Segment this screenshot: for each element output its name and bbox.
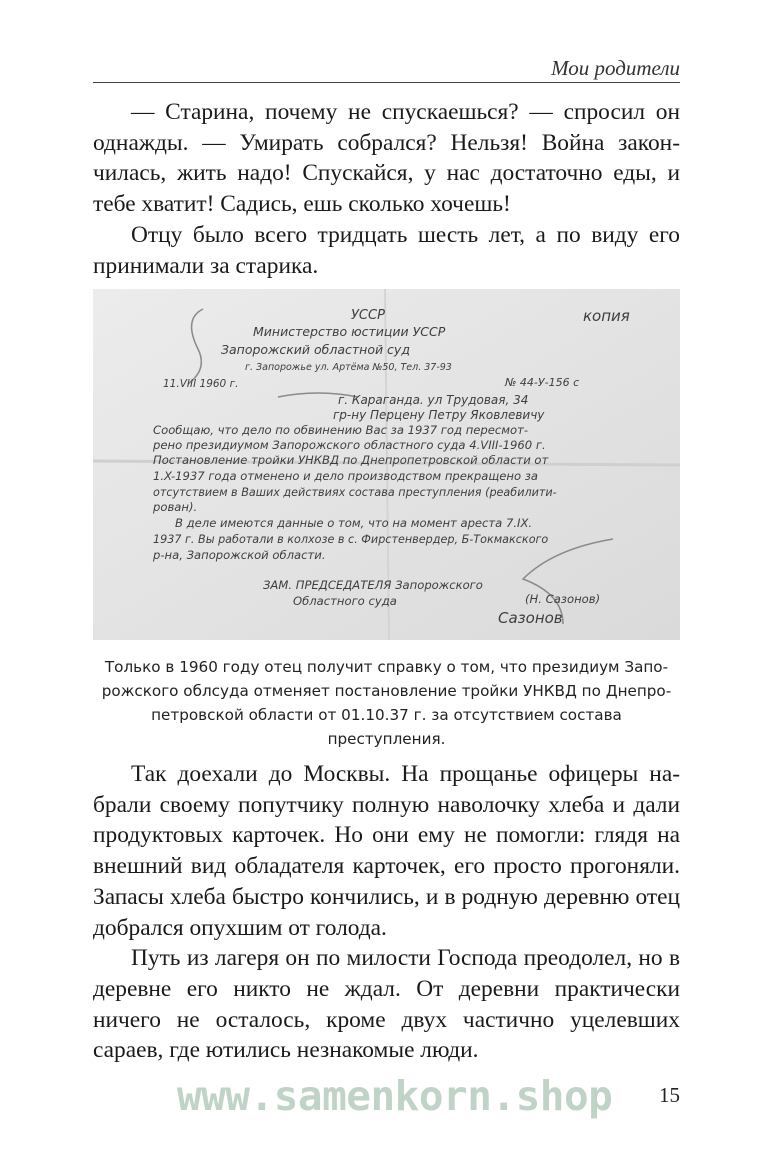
document-photo [93,289,680,640]
header-divider [93,82,680,83]
watermark-url: www.samenkorn.shop [177,1072,613,1120]
signature: Сазонов [498,609,563,627]
doc-line: 1.X-1937 года отменено и дело производством прекращено за [153,469,539,483]
document-photo-graphic [93,289,680,640]
corner-note: копия [583,307,630,325]
photo-caption: Только в 1960 году отец получит справку о том, что президиум Запорожского облсуда отменяет постановление тройки УНКВД по Днепропетровской области от 01.10.37 г. за отсутствием состава преступления. [101,658,672,748]
doc-line: Запорожский областной суд [221,342,410,357]
paragraph: Путь из лагеря он по милости Господа преодолел, но в деревне его никто не ждал. От деревни практически ничего не осталось, кроме двух частично уцелевших сараев, где ютились незнакомые люди. [93,945,680,1064]
doc-line: г. Запорожье ул. Артёма №50, Тел. 37-93 [245,362,452,373]
doc-line: ЗАМ. ПРЕДСЕДАТЕЛЯ Запорожского [263,578,483,592]
doc-line: Сообщаю, что дело по обвинению Вас за 1937 год пересмот- [153,423,529,437]
doc-line: Министерство юстиции УССР [253,324,446,339]
paragraph: Так доехали до Москвы. На прощанье офицеры набрали своему попутчику полную наволочку хлеба и дали продуктовых карточек. Но они ему не помогли: глядя на внешний вид обладателя карточек, его просто прогоняли. Запасы хлеба быстро кончились, и в родную деревню отец добрался опухшим от голода. [93,761,680,941]
doc-line: 11.VIII 1960 г. [163,378,239,390]
doc-line: р-на, Запорожской области. [153,548,326,562]
paragraph: — Старина, почему не спускаешься? — спросил он однажды. — Умирать собрался? Нельзя! Война закончилась, жить надо! Спускайся, у нас достаточно еды, и тебе хватит! Садись, ешь сколько хочешь! [93,99,680,218]
doc-line: гр-ну Перцену Петру Яковлевичу [333,408,545,422]
doc-line: рено президиумом Запорожского областного суда 4.VIII-1960 г. [153,438,546,452]
doc-line: № 44-У-156 с [505,376,580,389]
text-block-top [93,97,680,281]
paragraph: Отцу было всего тридцать шесть лет, а по виду его принимали за старика. [93,221,680,279]
doc-line: г. Караганда. ул Трудовая, 34 [338,393,529,407]
doc-line: Областного суда [293,594,397,608]
running-header-title: Мои родители [551,56,680,80]
doc-line: В деле имеются данные о том, что на момент ареста 7.IX. [175,516,533,530]
doc-line: (Н. Сазонов) [525,592,601,606]
page-number: 15 [659,1083,680,1107]
doc-line: отсутствием в Ваших действиях состава преступления (реабилити- [153,486,557,499]
doc-line: рован). [153,500,198,514]
doc-line: УССР [351,308,385,323]
doc-line: Постановление тройки УНКВД по Днепропетровской области от [153,453,549,467]
text-block-bottom [93,759,680,1066]
doc-line: 1937 г. Вы работали в колхозе в с. Фирстенвердер, Б-Токмакского [153,533,549,546]
